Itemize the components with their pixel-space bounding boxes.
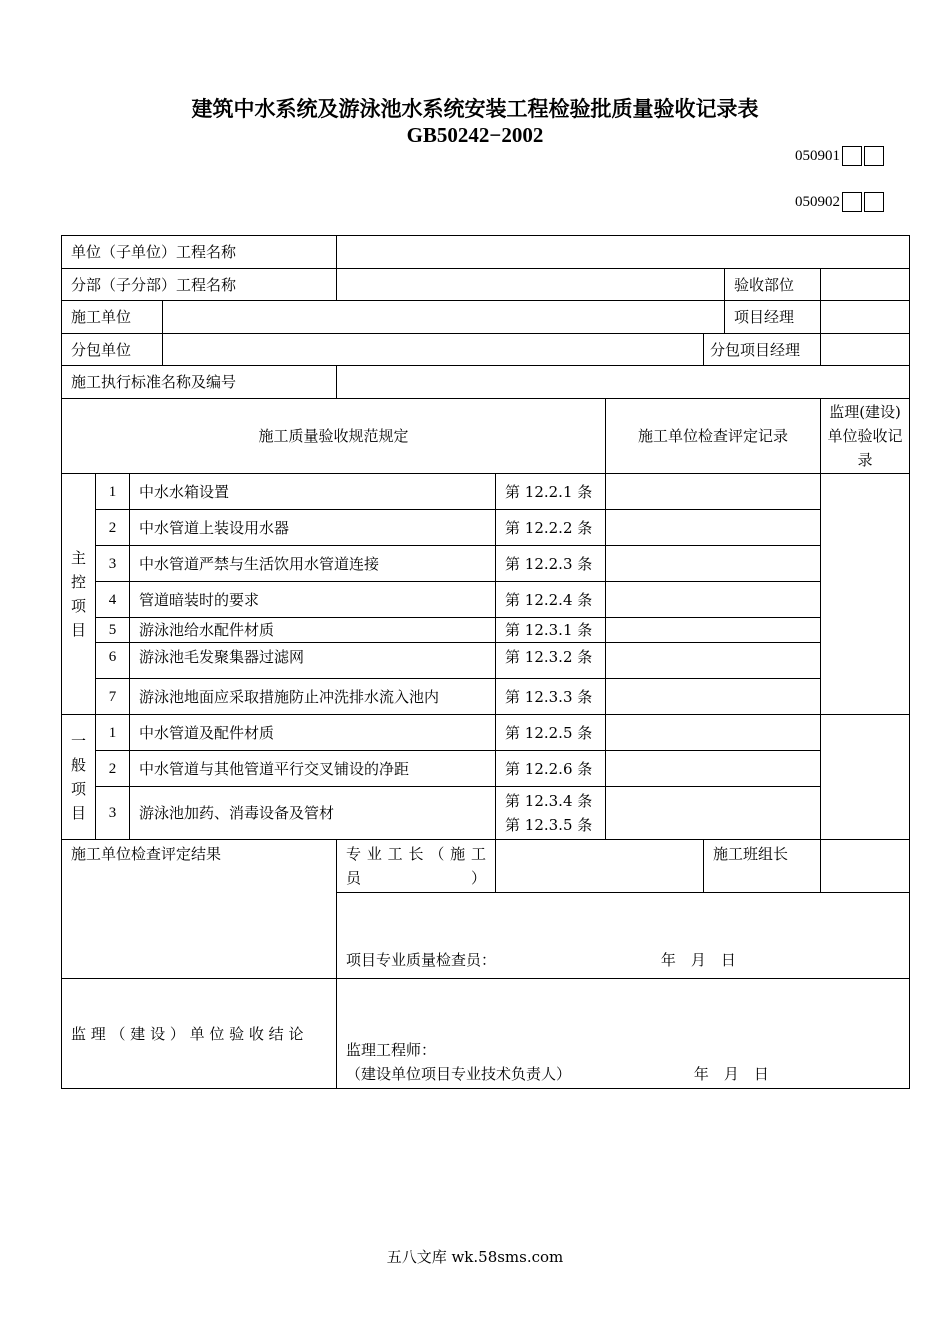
general-items-label-text: 一般项目: [70, 732, 86, 822]
supervision-date: 年 月 日: [693, 1065, 769, 1083]
item-clause: 第 12.2.4 条: [496, 582, 606, 618]
footer-watermark: 五八文库 wk.58sms.com: [386, 1248, 564, 1266]
team-leader-field[interactable]: [821, 840, 910, 893]
contractor-record-cell[interactable]: [606, 643, 821, 679]
subproject-field[interactable]: [337, 269, 725, 301]
subproject-label: 分部（子分部）工程名称: [62, 269, 337, 301]
pm-field[interactable]: [821, 301, 910, 334]
engineer-label: 监理工程师：: [346, 1041, 437, 1059]
document-title: [0, 96, 950, 148]
item-desc: 游泳池毛发聚集器过滤网: [130, 643, 496, 679]
item-clause: 第 12.2.3 条: [496, 546, 606, 582]
contractor-record-cell[interactable]: [606, 787, 821, 840]
inspector-label: 项目专业质量检查员：: [346, 951, 497, 969]
item-desc: 游泳池加药、消毒设备及管材: [130, 787, 496, 840]
item-no: 1: [96, 474, 130, 510]
item-clause: 第 12.2.1 条: [496, 474, 606, 510]
item-no: 2: [96, 510, 130, 546]
item-desc: 中水管道上装设用水器: [130, 510, 496, 546]
item-desc: 中水管道及配件材质: [130, 715, 496, 751]
item-no: 3: [96, 546, 130, 582]
project-name-field[interactable]: [337, 236, 910, 269]
item-no: 5: [96, 618, 130, 643]
form-code-2: [795, 192, 884, 212]
sub-pm-label: 分包项目经理: [704, 334, 821, 366]
inspector-signature-area[interactable]: [337, 893, 910, 979]
form-code-text: 050901: [795, 148, 840, 164]
item-desc: 管道暗装时的要求: [130, 582, 496, 618]
foreman-field[interactable]: [496, 840, 704, 893]
contractor-record-header: 施工单位检查评定记录: [606, 399, 821, 474]
inspection-table: [61, 235, 910, 1089]
form-code-1: [795, 146, 884, 166]
code-box[interactable]: [864, 192, 884, 212]
foreman-label: 专 业 工 长 （ 施 工 员）: [337, 840, 496, 893]
contractor-field[interactable]: [163, 301, 725, 334]
project-name-label: 单位（子单位）工程名称: [62, 236, 337, 269]
supervisor-record-cell[interactable]: [821, 715, 910, 840]
item-no: 3: [96, 787, 130, 840]
item-clause: 第 12.3.2 条: [496, 643, 606, 679]
standard-label: 施工执行标准名称及编号: [62, 366, 337, 399]
main-items-label: [62, 474, 96, 715]
subcontractor-field[interactable]: [163, 334, 704, 366]
supervision-label: 监 理 （ 建 设 ） 单 位 验 收 结 论: [62, 979, 337, 1089]
item-no: 2: [96, 751, 130, 787]
team-leader-label: 施工班组长: [704, 840, 821, 893]
item-desc: 游泳池地面应采取措施防止冲洗排水流入池内: [130, 679, 496, 715]
code-box[interactable]: [842, 192, 862, 212]
sub-pm-field[interactable]: [821, 334, 910, 366]
item-clause: 第 12.3.1 条: [496, 618, 606, 643]
general-items-label: [62, 715, 96, 840]
spec-header: 施工质量验收规范规定: [62, 399, 606, 474]
item-clause: 第 12.3.3 条: [496, 679, 606, 715]
contractor-record-cell[interactable]: [606, 715, 821, 751]
item-desc: 游泳池给水配件材质: [130, 618, 496, 643]
title-text: 建筑中水系统及游泳池水系统安装工程检验批质量验收记录表: [191, 96, 759, 121]
contractor-label: 施工单位: [62, 301, 163, 334]
contractor-record-cell[interactable]: [606, 679, 821, 715]
owner-line: [346, 1062, 900, 1086]
main-items-label-text: 主控项目: [70, 549, 86, 639]
item-clause: 第 12.2.2 条: [496, 510, 606, 546]
item-desc: 中水水箱设置: [130, 474, 496, 510]
item-clause: [496, 787, 606, 840]
contractor-record-cell[interactable]: [606, 582, 821, 618]
clause-line: 第 12.3.5 条: [505, 816, 593, 834]
contractor-record-cell[interactable]: [606, 474, 821, 510]
item-desc: 中水管道严禁与生活饮用水管道连接: [130, 546, 496, 582]
result-label: 施工单位检查评定结果: [62, 840, 337, 979]
standard-code: GB50242−2002: [406, 123, 544, 147]
item-no: 1: [96, 715, 130, 751]
clause-line: 第 12.3.4 条: [505, 792, 593, 810]
item-no: 6: [96, 643, 130, 679]
contractor-record-cell[interactable]: [606, 751, 821, 787]
accept-part-field[interactable]: [821, 269, 910, 301]
code-box[interactable]: [864, 146, 884, 166]
item-clause: 第 12.2.6 条: [496, 751, 606, 787]
item-no: 7: [96, 679, 130, 715]
owner-label: （建设单位项目专业技术负责人）: [346, 1065, 572, 1083]
contractor-record-cell[interactable]: [606, 618, 821, 643]
inspector-date: 年 月 日: [660, 951, 736, 969]
standard-field[interactable]: [337, 366, 910, 399]
code-box[interactable]: [842, 146, 862, 166]
subcontractor-label: 分包单位: [62, 334, 163, 366]
supervisor-record-header: 监理(建设)单位验收记录: [821, 399, 910, 474]
contractor-record-cell[interactable]: [606, 510, 821, 546]
item-clause: 第 12.2.5 条: [496, 715, 606, 751]
supervisor-record-cell[interactable]: [821, 474, 910, 715]
supervision-signature-area[interactable]: [337, 979, 910, 1089]
item-no: 4: [96, 582, 130, 618]
form-code-text: 050902: [795, 194, 840, 210]
accept-part-label: 验收部位: [725, 269, 821, 301]
item-desc: 中水管道与其他管道平行交叉铺设的净距: [130, 751, 496, 787]
contractor-record-cell[interactable]: [606, 546, 821, 582]
pm-label: 项目经理: [725, 301, 821, 334]
